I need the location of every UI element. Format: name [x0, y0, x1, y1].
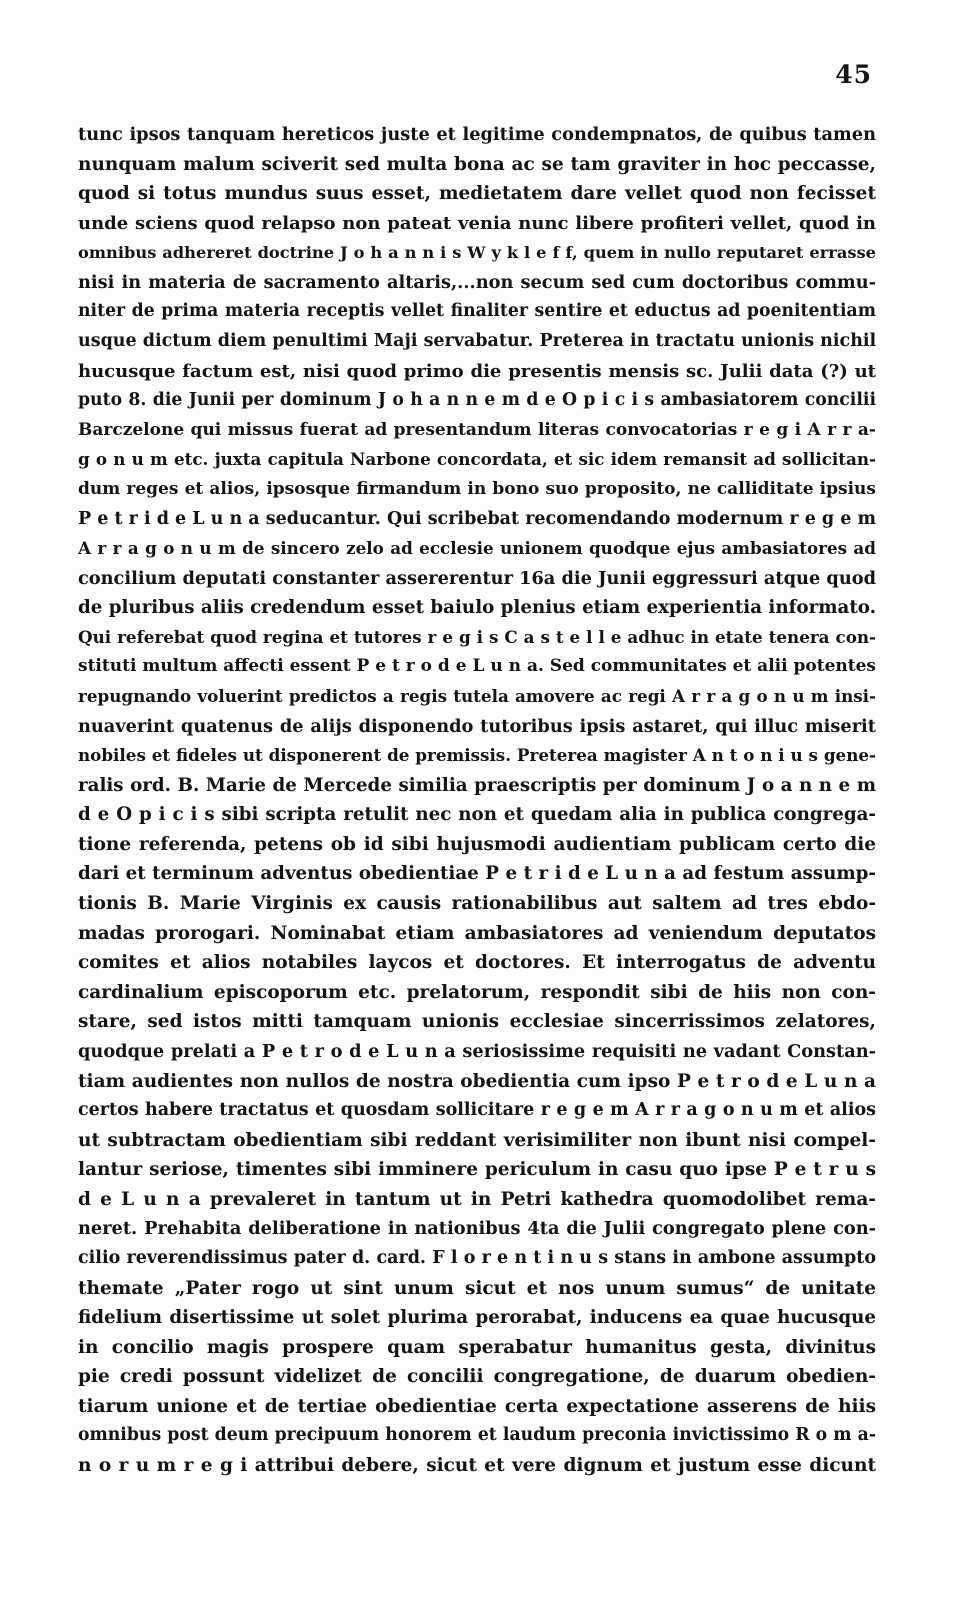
text-line: ralis ord. B. Marie de Mercede similia praescriptis per dominum J o a n n e m [78, 774, 876, 796]
text-line: n o r u m r e g i attribui debere, sicut et vere dignum et justum esse dicunt [78, 1455, 876, 1477]
text-line: stituti multum affecti essent P e t r o d e L u n a. Sed communitates et alii potentes [78, 656, 876, 677]
body-text [78, 120, 876, 1481]
text-line: unde sciens quod relapso non pateat venia nunc libere profiteri vellet, quod in [78, 212, 876, 234]
text-line: nobiles et fideles ut disponerent de premissis. Preterea magister A n t o n i u s gene- [78, 745, 876, 766]
text-line: tiarum unione et de tertiae obedientiae certa expectatione asserens de hiis [78, 1395, 876, 1417]
text-line: madas prorogari. Nominabat etiam ambasiatores ad veniendum deputatos [78, 922, 876, 944]
text-line: quodque prelati a P e t r o d e L u n a seriosissime requisiti ne vadant Constan- [78, 1040, 876, 1062]
text-line: omnibus adhereret doctrine J o h a n n i s W y k l e f f, quem in nullo reputaret errasse [78, 243, 876, 263]
text-line: themate „Pater rogo ut sint unum sicut et nos unum sumus“ de unitate [78, 1277, 876, 1299]
text-line: certos habere tractatus et quosdam sollicitare r e g e m A r r a g o n u m et alios [78, 1100, 876, 1121]
text-line: tione referenda, petens ob id sibi hujusmodi audientiam publicam certo die [78, 833, 876, 855]
text-line: dum reges et alios, ipsosque firmandum in bono suo proposito, ne calliditate ipsius [78, 478, 876, 499]
text-line: cardinalium episcoporum etc. prelatorum, respondit sibi de hiis non con- [78, 981, 876, 1003]
text-line: P e t r i d e L u n a seducantur. Qui scribebat recomendando modernum r e g e m [78, 508, 876, 529]
text-line: Qui referebat quod regina et tutores r e g i s C a s t e l l e adhuc in etate tenera con- [78, 626, 876, 647]
text-line: quod si totus mundus suus esset, medietatem dare vellet quod non fecisset [78, 183, 876, 205]
text-line: concilium deputati constanter assererentur 16a die Junii eggressuri atque quod [78, 567, 876, 589]
text-line: nuaverint quatenus de alijs disponendo tutoribus ipsis astaret, qui illuc miserit [78, 715, 876, 737]
text-line: Barczelone qui missus fuerat ad presentandum literas convocatorias r e g i A r r a- [78, 419, 876, 440]
text-line: A r r a g o n u m de sincero zelo ad ecclesie unionem quodque ejus ambasiatores ad [78, 538, 876, 559]
text-line: fidelium disertissime ut solet plurima perorabat, inducens ea quae hucusque [78, 1307, 876, 1329]
text-line: cilio reverendissimus pater d. card. F l o r e n t i n u s stans in ambone assumpto [78, 1247, 876, 1268]
text-line: comites et alios notabiles laycos et doctores. Et interrogatus de adventu [78, 952, 876, 974]
text-line: g o n u m etc. juxta capitula Narbone concordata, et sic idem remansit ad sollicitan- [78, 449, 876, 470]
text-line: tionis B. Marie Virginis ex causis rationabilibus aut saltem ad tres ebdo- [78, 893, 876, 915]
text-line: stare, sed istos mitti tamquam unionis ecclesiae sincerrissimos zelatores, [78, 1011, 876, 1033]
text-line: lantur seriose, timentes sibi imminere periculum in casu quo ipse P e t r u s [78, 1159, 876, 1181]
text-line: de pluribus aliis credendum esset baiulo plenius etiam experientia informato. [78, 597, 876, 619]
text-line: niter de prima materia receptis vellet finaliter sentire et eductus ad poenitentiam [78, 301, 876, 322]
text-line: pie credi possunt videlizet de concilii congregatione, de duarum obedien- [78, 1366, 876, 1388]
text-line: d e O p i c i s sibi scripta retulit nec non et quedam alia in publica congrega- [78, 804, 876, 826]
text-line: neret. Prehabita deliberatione in nationibus 4ta die Julii congregato plene con- [78, 1218, 876, 1240]
text-line: repugnando voluerint predictos a regis tutela amovere ac regi A r r a g o n u m insi- [78, 685, 876, 706]
text-line: usque dictum diem penultimi Maji servabatur. Preterea in tractatu unionis nichil [78, 331, 876, 352]
text-line: omnibus post deum precipuum honorem et laudum preconia invictissimo R o m a- [78, 1425, 876, 1446]
text-line: d e L u n a prevaleret in tantum ut in Petri kathedra quomodolibet rema- [78, 1188, 876, 1210]
text-line: hucusque factum est, nisi quod primo die presentis mensis sc. Julii data (?) ut [78, 360, 876, 382]
text-line: tiam audientes non nullos de nostra obedientia cum ipso P e t r o d e L u n a [78, 1070, 876, 1092]
text-line: puto 8. die Junii per dominum J o h a n n e m d e O p i c i s ambasiatorem concilii [78, 390, 876, 411]
text-line: in concilio magis prospere quam sperabatur humanitus gesta, divinitus [78, 1336, 876, 1358]
text-line: nisi in materia de sacramento altaris,...non secum sed cum doctoribus commu- [78, 271, 876, 293]
page-number: 45 [835, 60, 872, 89]
text-line: dari et terminum adventus obedientiae P e t r i d e L u n a ad festum assump- [78, 863, 876, 885]
text-line: tunc ipsos tanquam hereticos juste et legitime condempnatos, de quibus tamen [78, 124, 876, 145]
text-line: ut subtractam obedientiam sibi reddant verisimiliter non ibunt nisi compel- [78, 1129, 876, 1151]
text-line: nunquam malum sciverit sed multa bona ac se tam graviter in hoc peccasse, [78, 153, 876, 175]
